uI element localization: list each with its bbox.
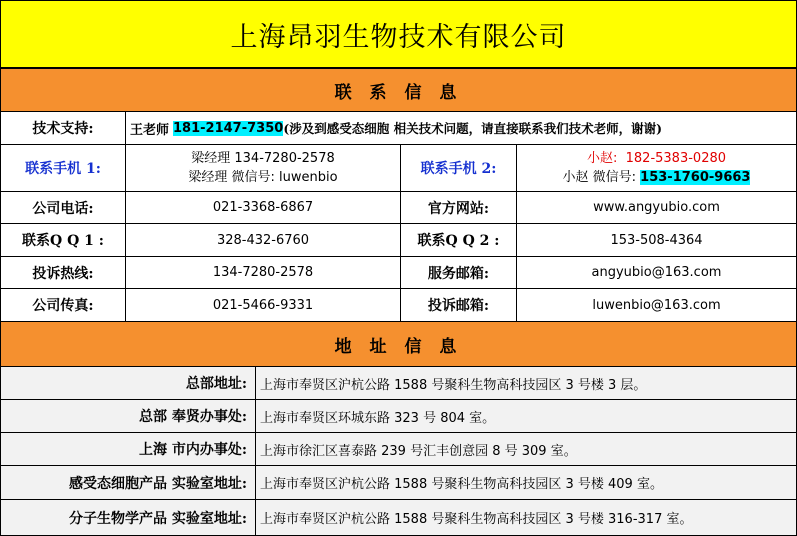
address-row bbox=[1, 466, 796, 500]
address-section-header bbox=[1, 322, 796, 367]
service-email-label: 服务邮箱: bbox=[401, 257, 517, 288]
qq1-label: 联系Q Q 1 : bbox=[1, 224, 126, 256]
hotline-label: 投诉热线: bbox=[1, 257, 126, 288]
info-row bbox=[1, 224, 796, 257]
hotline-value: 134-7280-2578 bbox=[126, 257, 401, 288]
address-row bbox=[1, 400, 796, 433]
mobile1-label: 联系手机 1: bbox=[1, 145, 126, 191]
support-row bbox=[1, 112, 796, 145]
mobile2-value bbox=[517, 145, 796, 191]
address-row bbox=[1, 500, 796, 535]
mobile-row bbox=[1, 145, 796, 192]
qq1-value: 328-432-6760 bbox=[126, 224, 401, 256]
contact-section-header bbox=[1, 69, 796, 112]
address-value: 上海市奉贤区沪杭公路 1588 号聚科生物高科技园区 3 号楼 316-317 室。 bbox=[256, 500, 796, 535]
support-name: 王老师 bbox=[130, 122, 170, 138]
address-label: 感受态细胞产品 实验室地址: bbox=[1, 466, 256, 499]
contact-section-title: 联 系 信 息 bbox=[334, 82, 463, 103]
mobile2-line1-prefix: 小赵: bbox=[586, 151, 618, 166]
mobile1-value bbox=[126, 145, 401, 191]
address-row bbox=[1, 367, 796, 400]
mobile1-line2: 梁经理 微信号: luwenbio bbox=[188, 170, 338, 185]
fax-label: 公司传真: bbox=[1, 289, 126, 321]
complaint-email-label: 投诉邮箱: bbox=[401, 289, 517, 321]
mobile2-line2 bbox=[563, 168, 751, 187]
address-value: 上海市徐汇区喜泰路 239 号汇丰创意园 8 号 309 室。 bbox=[256, 433, 796, 465]
fax-value: 021-5466-9331 bbox=[126, 289, 401, 321]
address-value: 上海市奉贤区沪杭公路 1588 号聚科生物高科技园区 3 号楼 3 层。 bbox=[256, 367, 796, 399]
mobile2-line2-prefix: 小赵 微信号: bbox=[562, 170, 637, 185]
support-value bbox=[126, 112, 796, 144]
address-label: 上海 市内办事处: bbox=[1, 433, 256, 465]
info-row bbox=[1, 192, 796, 224]
mobile2-line2-phone: 153-1760-9663 bbox=[640, 170, 751, 185]
mobile1-line1: 梁经理 134-7280-2578 bbox=[191, 151, 335, 166]
service-email-value: angyubio@163.com bbox=[591, 265, 722, 280]
support-note: (涉及到感受态细胞 相关技术问题，请直接联系我们技术老师，谢谢) bbox=[283, 121, 662, 136]
address-label: 分子生物学产品 实验室地址: bbox=[1, 500, 256, 535]
address-section-title: 地 址 信 息 bbox=[334, 336, 463, 357]
mobile2-line1-phone: 182-5383-0280 bbox=[625, 151, 727, 166]
support-label: 技术支持: bbox=[1, 112, 126, 144]
address-row bbox=[1, 433, 796, 466]
phone-value: 021-3368-6867 bbox=[126, 192, 401, 223]
address-label: 总部 奉贤办事处: bbox=[1, 400, 256, 432]
mobile2-line1 bbox=[587, 149, 726, 168]
website-label: 官方网站: bbox=[401, 192, 517, 223]
phone-label: 公司电话: bbox=[1, 192, 126, 223]
address-value: 上海市奉贤区沪杭公路 1588 号聚科生物高科技园区 3 号楼 409 室。 bbox=[256, 466, 796, 499]
complaint-email-value: luwenbio@163.com bbox=[592, 297, 721, 313]
company-title: 上海昂羽生物技术有限公司 bbox=[230, 21, 567, 53]
qq2-value: 153-508-4364 bbox=[610, 232, 703, 248]
address-label: 总部地址: bbox=[1, 367, 256, 399]
support-phone: 181-2147-7350 bbox=[173, 120, 284, 136]
qq2-label: 联系Q Q 2 : bbox=[401, 224, 517, 256]
address-value: 上海市奉贤区环城东路 323 号 804 室。 bbox=[256, 400, 796, 432]
website-value: www.angyubio.com bbox=[593, 200, 720, 215]
info-row bbox=[1, 289, 796, 322]
info-row bbox=[1, 257, 796, 289]
mobile2-label: 联系手机 2: bbox=[401, 145, 517, 191]
title-row bbox=[1, 1, 796, 69]
